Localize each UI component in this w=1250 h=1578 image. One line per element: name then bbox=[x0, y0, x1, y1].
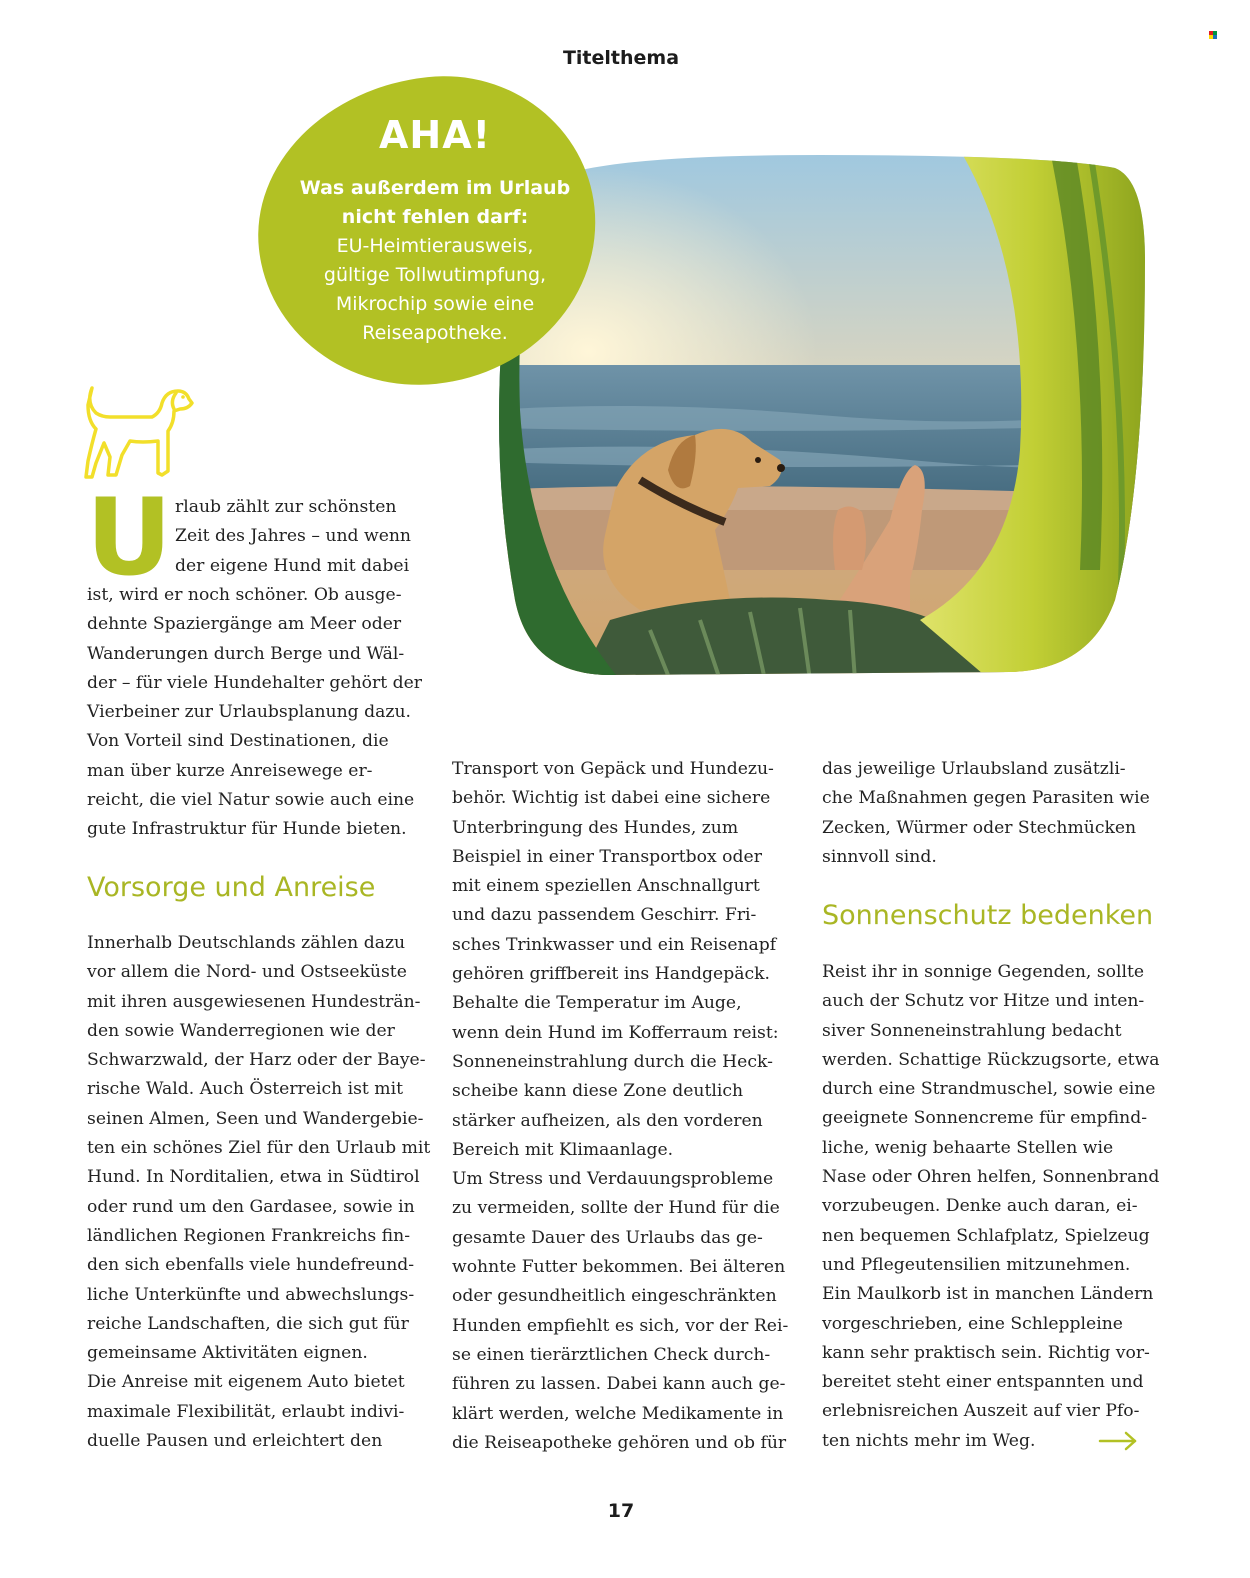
intro-first-lines: rlaub zählt zur schönsten Zeit des Jahres – und wenn der eigene Hund mit dabei bbox=[175, 497, 412, 576]
aha-info-box bbox=[270, 110, 600, 348]
aha-body: EU-Heimtierausweis, gültige Tollwutimpfung, Mikrochip sowie eine Reiseapotheke. bbox=[323, 235, 547, 344]
section-1-column-3: das jeweilige Urlaubsland zusätzli- che Maßnahmen gegen Parasiten wie Zecken, Würmer oder Stechmücken sinnvoll sind. bbox=[822, 759, 1150, 867]
intro-paragraph: ist, wird er noch schöner. Ob ausge- dehnte Spaziergänge am Meer oder Wanderungen durch Berge und Wäl- der – für viele Hundehalter gehört der Vierbeiner zur Urlaubsplanung dazu. Von Vorteil sind Destinationen, die man über kurze Anreisewege er- reicht, die viel Natur sowie auch eine gute Infrastruktur für Hunde bieten. bbox=[87, 585, 422, 840]
section-1-column-1: Innerhalb Deutschlands zählen dazu vor allem die Nord- und Ostseeküste mit ihren ausgewiesenen Hundesträn- den sowie Wanderregionen wie der Schwarzwald, der Harz oder der Baye- rische Wald. Auch Österreich ist mit seinen Almen, Seen und Wandergebie- ten ein schönes Ziel für den Urlaub mit Hund. In Norditalien, etwa in Südtirol oder rund um den Gardasee, sowie in ländlichen Regionen Frankreichs fin- den sich ebenfalls viele hundefreund- liche Unterkünfte und abwechslungs- reiche Landschaften, die sich gut für gemeinsame Aktivitäten eignen. Die Anreise mit eigenem Auto bietet maximale Flexibilität, erlaubt indivi- duelle Pausen und erleichtert den bbox=[87, 933, 431, 1452]
aha-heading: AHA! bbox=[379, 113, 491, 157]
section-1-column-2: Transport von Gepäck und Hundezu- behör. Wichtig ist dabei eine sichere Unterbringung des Hundes, zum Beispiel in einer Transportbox oder mit einem speziellen Anschnallgurt und dazu passendem Geschirr. Fri- sches Trinkwasser und ein Reisenapf gehören griffbereit ins Handgepäck. Behalte die Temperatur im Auge, wenn dein Hund im Kofferraum reist: Sonneneinstrahlung durch die Heck- scheibe kann diese Zone deutlich stärker aufheizen, als den vorderen Bereich mit Klimaanlage. Um Stress und Verdauungsprobleme zu vermeiden, sollte der Hund für die gesamte Dauer des Urlaubs das ge- wohnte Futter bekommen. Bei älteren oder gesundheitlich eingeschränkten Hunden empfiehlt es sich, vor der Rei- se einen tierärztlichen Check durch- führen zu lassen. Dabei kann auch ge- klärt werden, welche Medikamente in die Reiseapotheke gehören und ob für bbox=[452, 759, 789, 1453]
color-mark-icon bbox=[1209, 31, 1217, 39]
section-label: Titelthema bbox=[562, 47, 680, 69]
page-number: 17 bbox=[607, 1500, 635, 1522]
drop-cap: U bbox=[86, 476, 173, 599]
arrow-right-icon bbox=[1098, 1430, 1138, 1452]
section-2-paragraph: Reist ihr in sonnige Gegenden, sollte auch der Schutz vor Hitze und inten- siver Sonneneinstrahlung bedacht werden. Schattige Rückzugsorte, etwa durch eine Strandmuschel, sowie eine geeignete Sonnencreme für empfind- liche, wenig behaarte Stellen wie Nase oder Ohren helfen, Sonnenbrand vorzubeugen. Denke auch daran, ei- nen bequemen Schlafplatz, Spielzeug und Pflegeutensilien mitzunehmen. Ein Maulkorb ist in manchen Ländern vorgeschrieben, eine Schleppleine kann sehr praktisch sein. Richtig vor- bereitet steht einer entspannten und erlebnisreichen Auszeit auf vier Pfo- ten nichts mehr im Weg. bbox=[822, 962, 1160, 1451]
section-heading-vorsorge: Vorsorge und Anreise bbox=[87, 872, 376, 903]
aha-subheading: Was außerdem im Urlaub nicht fehlen darf: bbox=[299, 177, 571, 228]
section-heading-sonnenschutz: Sonnenschutz bedenken bbox=[822, 900, 1154, 931]
dog-outline-icon bbox=[82, 383, 198, 483]
